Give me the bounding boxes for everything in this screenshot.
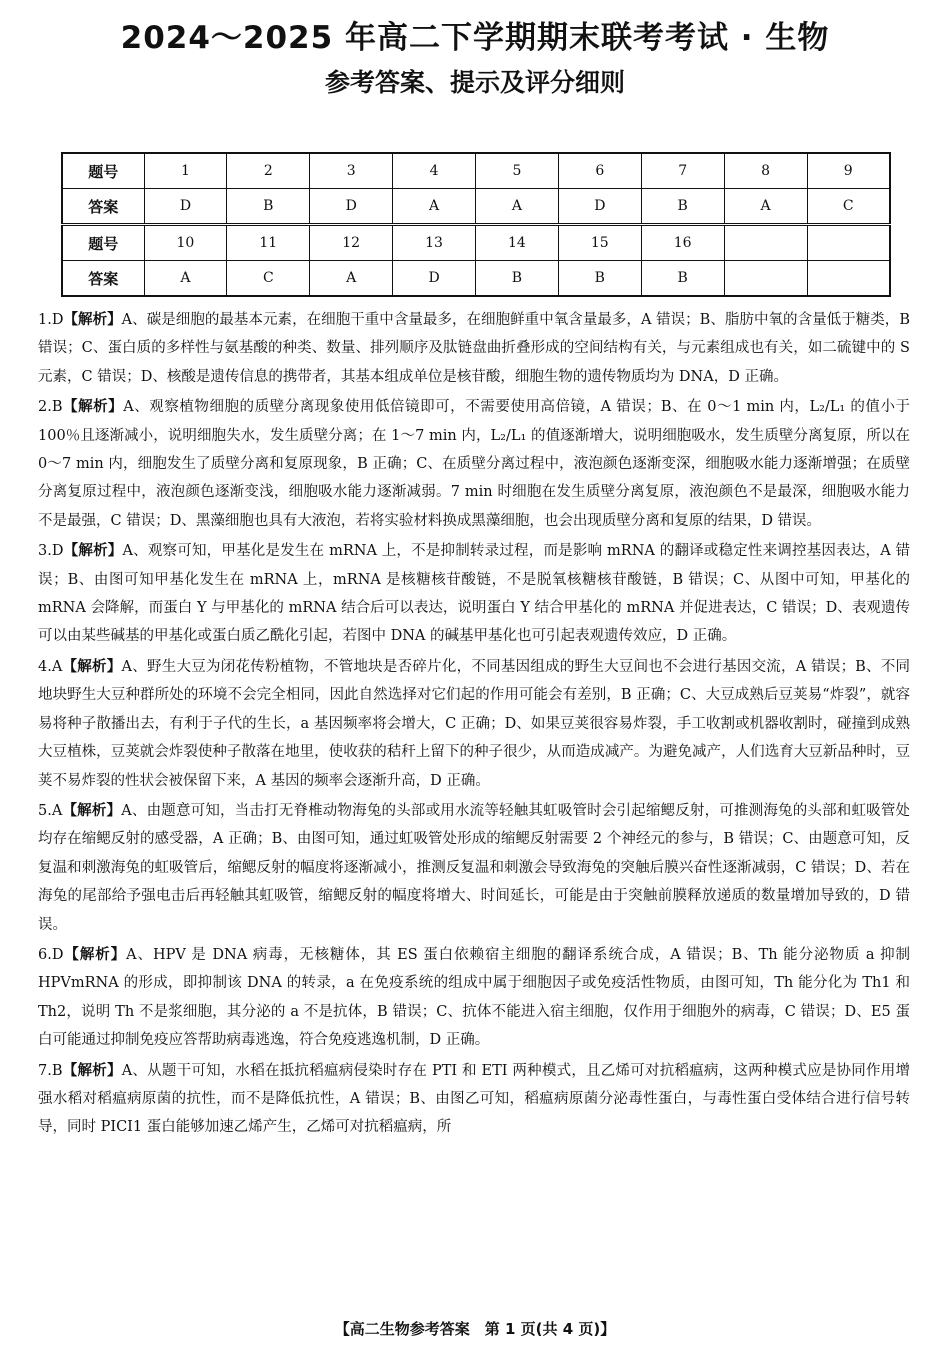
table-cell: B — [476, 261, 559, 297]
explanation-item — [38, 1057, 910, 1142]
table-cell: D — [144, 189, 227, 225]
table-cell: 16 — [641, 225, 724, 261]
explanation-text: A、由题意可知，当击打无脊椎动物海兔的头部或用水流等轻触其虹吸管时会引起缩鳃反射，可推测海兔的头部和虹吸管处均存在缩鳃反射的感受器，A 正确；B、由图可知，通过虹吸管处形成的缩鳃反射需要 2 个神经元的参与，B 错误；C、由题意可知，反复温和刺激海兔的虹吸管后，缩鳃反射的幅度将逐渐减小，推测反复温和刺激会导致海兔的突触后膜兴奋性逐渐减弱，C 错误；D、若在海兔的尾部给予强电击后再轻触其虹吸管，缩鳃反射的幅度将增大、时间延长，可能是由于突触前膜释放递质的数量增加导致的，D 错误。 — [38, 802, 911, 933]
table-cell: 4 — [393, 153, 476, 189]
table-cell: 6 — [558, 153, 641, 189]
answer-row — [62, 189, 890, 225]
table-cell: D — [558, 189, 641, 225]
row-header: 答案 — [62, 189, 144, 225]
explanation-item — [38, 306, 910, 391]
page-subtitle: 参考答案、提示及评分细则 — [324, 68, 625, 97]
table-cell: A — [393, 189, 476, 225]
explanation-text: A、观察植物细胞的质壁分离现象使用低倍镜即可，不需要使用高倍镜，A 错误；B、在 0～1 min 内，L₂/L₁ 的值小于 100％且逐渐减小，说明细胞失水，发生质壁分离；在 1～7 min 内，L₂/L₁ 的值逐渐增大，说明细胞吸水，发生质壁分离复原，所以在 0～7 min 内，细胞发生了质壁分离和复原现象，B 正确；C、在质壁分离过程中，液泡颜色逐渐变深，细胞吸水能力逐渐增强；在质壁分离复原过程中，液泡颜色逐渐变浅，细胞吸水能力逐渐减弱。7 min 时细胞在发生质壁分离复原，液泡颜色不是最深，细胞吸水能力不是最强，C 错误；D、黑藻细胞也具有大液泡，若将实验材料换成黑藻细胞，也会出现质壁分离和复原的结果，D 错误。 — [38, 399, 911, 529]
table-cell: C — [807, 189, 890, 225]
explanation-item — [38, 537, 910, 651]
table-cell: 7 — [641, 153, 724, 189]
table-cell: 13 — [393, 225, 476, 261]
answer-row — [62, 261, 890, 297]
row-header: 答案 — [62, 261, 144, 297]
table-cell: 1 — [144, 153, 227, 189]
analysis-tag: 【解析】 — [62, 399, 124, 416]
explanation-list — [38, 306, 910, 1144]
question-answer-label: 3.D — [38, 543, 64, 560]
table-cell: C — [227, 261, 310, 297]
analysis-tag: 【解析】 — [62, 1062, 122, 1079]
question-number-row — [62, 225, 890, 261]
table-cell: A — [310, 261, 393, 297]
table-cell: 5 — [476, 153, 559, 189]
analysis-tag: 【解析】 — [62, 802, 122, 819]
question-number-row — [62, 153, 890, 189]
explanation-item — [38, 797, 910, 939]
table-cell: 2 — [227, 153, 310, 189]
table-cell: A — [724, 189, 807, 225]
table-cell: 14 — [476, 225, 559, 261]
table-cell — [724, 261, 807, 297]
explanation-text: A、碳是细胞的最基本元素，在细胞干重中含量最多，在细胞鲜重中氧含量最多，A 错误；B、脂肪中氧的含量低于糖类，B 错误；C、蛋白质的多样性与氨基酸的种类、数量、排列顺序及肽链盘曲折叠形成的空间结构有关，与元素组成也有关，如二硫键中的 S 元素，C 错误；D、核酸是遗传信息的携带者，其基本组成单位是核苷酸，细胞生物的遗传物质均为 DNA，D 正确。 — [38, 312, 910, 385]
table-cell — [724, 225, 807, 261]
table-cell — [807, 261, 890, 297]
table-cell: 8 — [724, 153, 807, 189]
explanation-text: A、HPV 是 DNA 病毒，无核糖体，其 ES 蛋白依赖宿主细胞的翻译系统合成，A 错误；B、Th 能分泌物质 a 抑制 HPVmRNA 的形成，即抑制该 DNA 的转录，a 在免疫系统的组成中属于细胞因子或免疫活性物质，由图可知，Th 能分化为 Th1 和 Th2，说明 Th 不是浆细胞，其分泌的 a 不是抗体，B 错误；C、抗体不能进入宿主细胞，仅作用于细胞外的病毒，C 错误；D、E5 蛋白可能通过抑制免疫应答帮助病毒逃逸，符合免疫逃逸机制，D 正确。 — [38, 946, 910, 1049]
table-cell: B — [641, 261, 724, 297]
page-footer: 【高二生物参考答案 第 1 页(共 4 页)】 — [334, 1320, 616, 1338]
analysis-tag: 【解析】 — [63, 312, 122, 328]
table-cell: 11 — [227, 225, 310, 261]
table-cell: 9 — [807, 153, 890, 189]
table-cell — [807, 225, 890, 261]
table-cell: 3 — [310, 153, 393, 189]
table-cell: D — [310, 189, 393, 225]
question-answer-label: 6.D — [38, 946, 64, 963]
analysis-tag: 【解析】 — [63, 543, 123, 560]
table-cell: D — [393, 261, 476, 297]
explanation-text: A、从题干可知，水稻在抵抗稻瘟病侵染时存在 PTI 和 ETI 两种模式，且乙烯可对抗稻瘟病，这两种模式应是协同作用增强水稻对稻瘟病原菌的抗性，而不是降低抗性，A 错误；B、由图乙可知，稻瘟病原菌分泌毒性蛋白，与毒性蛋白受体结合进行信号转导，同时 PICI1 蛋白能够加速乙烯产生，乙烯可对抗稻瘟病，所 — [38, 1062, 911, 1136]
row-header: 题号 — [62, 153, 144, 189]
page-title: 2024～2025 年高二下学期期末联考考试 · 生物 — [120, 20, 830, 56]
explanation-item — [38, 653, 910, 795]
explanation-text: A、野生大豆为闭花传粉植物，不管地块是否碎片化，不同基因组成的野生大豆间也不会进行基因交流，A 错误；B、不同地块野生大豆种群所处的环境不会完全相同，因此自然选择对它们起的作用可能会有差别，B 正确；C、大豆成熟后豆荚易“炸裂”，就容易将种子散播出去，有利于子代的生长，a 基因频率将会增大，C 正确；D、如果豆荚很容易炸裂，手工收割或机器收割时，碰撞到成熟大豆植株，豆荚就会炸裂使种子散落在地里，使收获的秸秆上留下的种子很少，从而造成减产。为避免减产，人们选育大豆新品种时，豆荚不易炸裂的性状会被保留下来，A 基因的频率会逐渐升高，D 正确。 — [38, 658, 911, 789]
answer-table — [61, 152, 891, 297]
table-cell: 10 — [144, 225, 227, 261]
row-header: 题号 — [62, 225, 144, 261]
question-answer-label: 5.A — [38, 802, 63, 819]
table-cell: B — [558, 261, 641, 297]
table-cell: 12 — [310, 225, 393, 261]
question-answer-label: 1.D — [38, 312, 64, 328]
analysis-tag: 【解析】 — [62, 658, 122, 675]
explanation-item — [38, 393, 910, 535]
table-cell: 15 — [558, 225, 641, 261]
explanation-item — [38, 941, 910, 1055]
question-answer-label: 2.B — [38, 399, 63, 416]
table-cell: B — [227, 189, 310, 225]
analysis-tag: 【解析】 — [63, 946, 127, 963]
question-answer-label: 4.A — [38, 658, 63, 675]
question-answer-label: 7.B — [38, 1062, 63, 1079]
explanation-text: A、观察可知，甲基化是发生在 mRNA 上，不是抑制转录过程，而是影响 mRNA 的翻译或稳定性来调控基因表达，A 错误；B、由图可知甲基化发生在 mRNA 上，mRNA 是核糖核苷酸链，不是脱氧核糖核苷酸链，B 错误；C、从图中可知，甲基化的 mRNA 会降解，而蛋白 Y 与甲基化的 mRNA 结合后可以表达，说明蛋白 Y 结合甲基化的 mRNA 并促进表达，C 错误；D、表观遗传可以由某些碱基的甲基化或蛋白质乙酰化引起，若图中 DNA 的碱基甲基化也可引起表观遗传效应，D 正确。 — [38, 543, 911, 645]
table-cell: A — [476, 189, 559, 225]
table-cell: A — [144, 261, 227, 297]
table-cell: B — [641, 189, 724, 225]
